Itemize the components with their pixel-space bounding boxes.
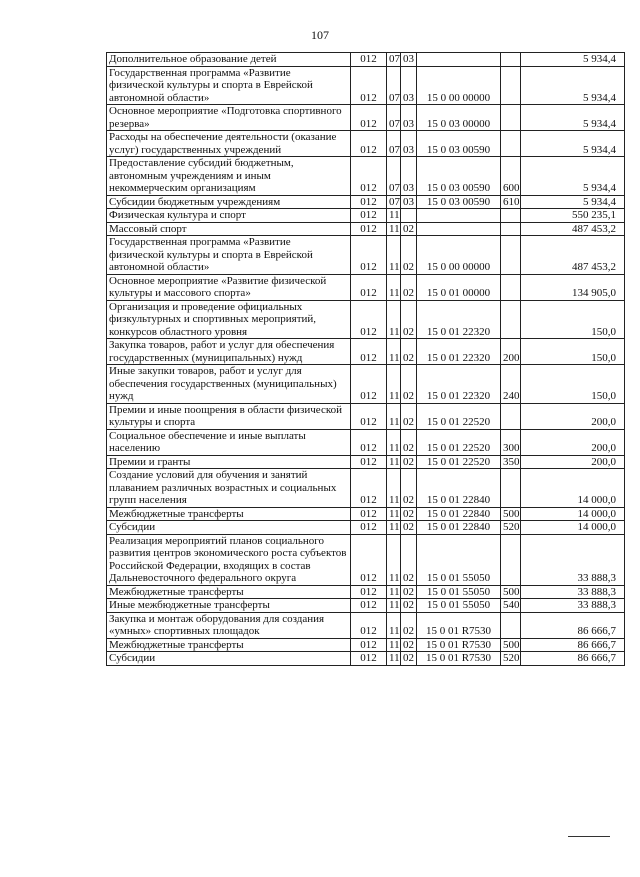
- row-ved-code: 012: [351, 652, 387, 666]
- row-expense-type: [501, 274, 521, 300]
- table-row: [107, 612, 625, 638]
- row-amount: 200,0: [521, 455, 625, 469]
- row-name: Предоставление субсидий бюджетным, автономным учреждениям и иным некоммерческим организациям: [107, 157, 351, 196]
- row-ved-code: 012: [351, 195, 387, 209]
- row-target-article: 15 0 03 00590: [417, 157, 501, 196]
- row-expense-type: [501, 612, 521, 638]
- row-name: Расходы на обеспечение деятельности (оказание услуг) государственных учреждений: [107, 131, 351, 157]
- row-subsection-code: 02: [401, 222, 417, 236]
- row-ved-code: 012: [351, 66, 387, 105]
- row-expense-type: [501, 403, 521, 429]
- row-amount: 200,0: [521, 403, 625, 429]
- row-name: Закупка и монтаж оборудования для создания «умных» спортивных площадок: [107, 612, 351, 638]
- row-name: Основное мероприятие «Подготовка спортивного резерва»: [107, 105, 351, 131]
- table-row: [107, 209, 625, 223]
- row-section-code: 11: [387, 599, 401, 613]
- row-name: Создание условий для обучения и занятий плаванием различных возрастных и социальных групп населения: [107, 469, 351, 508]
- row-expense-type: [501, 236, 521, 275]
- table-row: [107, 534, 625, 585]
- footer-rule: [568, 836, 610, 837]
- row-target-article: 15 0 01 22840: [417, 521, 501, 535]
- row-subsection-code: 02: [401, 534, 417, 585]
- table-row: [107, 585, 625, 599]
- row-name: Государственная программа «Развитие физической культуры и спорта в Еврейской автономной области»: [107, 236, 351, 275]
- table-row: [107, 521, 625, 535]
- row-target-article: 15 0 00 00000: [417, 236, 501, 275]
- row-ved-code: 012: [351, 455, 387, 469]
- table-row: [107, 455, 625, 469]
- row-expense-type: [501, 209, 521, 223]
- table-row: [107, 131, 625, 157]
- row-amount: 33 888,3: [521, 585, 625, 599]
- row-amount: 150,0: [521, 365, 625, 404]
- table-row: [107, 66, 625, 105]
- row-amount: 86 666,7: [521, 652, 625, 666]
- row-target-article: [417, 222, 501, 236]
- row-subsection-code: 03: [401, 131, 417, 157]
- row-expense-type: [501, 66, 521, 105]
- row-amount: 200,0: [521, 429, 625, 455]
- row-ved-code: 012: [351, 585, 387, 599]
- row-section-code: 11: [387, 585, 401, 599]
- table-row: [107, 599, 625, 613]
- table-row: [107, 105, 625, 131]
- row-subsection-code: 02: [401, 236, 417, 275]
- row-section-code: 11: [387, 521, 401, 535]
- row-target-article: 15 0 03 00590: [417, 195, 501, 209]
- row-expense-type: 200: [501, 339, 521, 365]
- row-section-code: 11: [387, 339, 401, 365]
- row-expense-type: 610: [501, 195, 521, 209]
- row-name: Субсидии бюджетным учреждениям: [107, 195, 351, 209]
- row-amount: 150,0: [521, 339, 625, 365]
- row-section-code: 11: [387, 429, 401, 455]
- row-section-code: 11: [387, 652, 401, 666]
- row-amount: 5 934,4: [521, 105, 625, 131]
- row-expense-type: [501, 53, 521, 67]
- table-row: [107, 339, 625, 365]
- row-ved-code: 012: [351, 469, 387, 508]
- row-subsection-code: 02: [401, 507, 417, 521]
- row-expense-type: [501, 300, 521, 339]
- row-subsection-code: 02: [401, 585, 417, 599]
- row-target-article: 15 0 03 00000: [417, 105, 501, 131]
- row-section-code: 07: [387, 66, 401, 105]
- row-ved-code: 012: [351, 612, 387, 638]
- row-name: Социальное обеспечение и иные выплаты населению: [107, 429, 351, 455]
- row-ved-code: 012: [351, 429, 387, 455]
- row-target-article: 15 0 01 R7530: [417, 652, 501, 666]
- row-target-article: 15 0 01 R7530: [417, 638, 501, 652]
- row-expense-type: 520: [501, 652, 521, 666]
- row-subsection-code: 02: [401, 403, 417, 429]
- row-subsection-code: 03: [401, 195, 417, 209]
- row-name: Организация и проведение официальных физкультурных и спортивных мероприятий, конкурсов областного уровня: [107, 300, 351, 339]
- row-amount: 487 453,2: [521, 236, 625, 275]
- row-target-article: 15 0 00 00000: [417, 66, 501, 105]
- row-ved-code: 012: [351, 53, 387, 67]
- row-target-article: 15 0 01 55050: [417, 534, 501, 585]
- row-ved-code: 012: [351, 339, 387, 365]
- table-row: [107, 638, 625, 652]
- row-name: Массовый спорт: [107, 222, 351, 236]
- row-ved-code: 012: [351, 507, 387, 521]
- row-section-code: 11: [387, 507, 401, 521]
- row-section-code: 11: [387, 365, 401, 404]
- row-name: Физическая культура и спорт: [107, 209, 351, 223]
- row-section-code: 11: [387, 612, 401, 638]
- row-target-article: 15 0 01 22320: [417, 365, 501, 404]
- row-amount: 14 000,0: [521, 507, 625, 521]
- row-name: Основное мероприятие «Развитие физической культуры и массового спорта»: [107, 274, 351, 300]
- table-row: [107, 469, 625, 508]
- row-subsection-code: 02: [401, 339, 417, 365]
- table-row: [107, 222, 625, 236]
- row-target-article: 15 0 01 55050: [417, 585, 501, 599]
- row-name: Дополнительное образование детей: [107, 53, 351, 67]
- row-name: Премии и гранты: [107, 455, 351, 469]
- row-ved-code: 012: [351, 105, 387, 131]
- row-expense-type: 600: [501, 157, 521, 196]
- row-amount: 33 888,3: [521, 599, 625, 613]
- row-target-article: 15 0 01 22520: [417, 455, 501, 469]
- row-target-article: [417, 209, 501, 223]
- row-amount: 86 666,7: [521, 612, 625, 638]
- row-expense-type: 500: [501, 638, 521, 652]
- row-target-article: 15 0 01 00000: [417, 274, 501, 300]
- row-section-code: 07: [387, 131, 401, 157]
- row-target-article: 15 0 01 R7530: [417, 612, 501, 638]
- row-expense-type: 500: [501, 585, 521, 599]
- row-amount: 5 934,4: [521, 131, 625, 157]
- row-target-article: 15 0 01 22320: [417, 300, 501, 339]
- row-name: Субсидии: [107, 521, 351, 535]
- row-name: Премии и иные поощрения в области физической культуры и спорта: [107, 403, 351, 429]
- row-amount: 33 888,3: [521, 534, 625, 585]
- row-subsection-code: 02: [401, 638, 417, 652]
- table-row: [107, 652, 625, 666]
- row-target-article: 15 0 01 22840: [417, 507, 501, 521]
- row-expense-type: 540: [501, 599, 521, 613]
- row-ved-code: 012: [351, 222, 387, 236]
- row-target-article: 15 0 03 00590: [417, 131, 501, 157]
- row-amount: 5 934,4: [521, 157, 625, 196]
- row-subsection-code: 02: [401, 612, 417, 638]
- row-amount: 5 934,4: [521, 66, 625, 105]
- row-amount: 550 235,1: [521, 209, 625, 223]
- row-name: Государственная программа «Развитие физической культуры и спорта в Еврейской автономной области»: [107, 66, 351, 105]
- row-target-article: 15 0 01 22520: [417, 403, 501, 429]
- row-amount: 14 000,0: [521, 521, 625, 535]
- table-row: [107, 157, 625, 196]
- table-row: [107, 429, 625, 455]
- row-expense-type: [501, 105, 521, 131]
- row-ved-code: 012: [351, 236, 387, 275]
- row-expense-type: [501, 222, 521, 236]
- row-subsection-code: 02: [401, 365, 417, 404]
- budget-table-body: [107, 53, 625, 666]
- row-section-code: 07: [387, 105, 401, 131]
- row-expense-type: 300: [501, 429, 521, 455]
- row-name: Субсидии: [107, 652, 351, 666]
- page-number: 107: [311, 28, 329, 42]
- row-name: Иные межбюджетные трансферты: [107, 599, 351, 613]
- table-row: [107, 507, 625, 521]
- row-expense-type: [501, 131, 521, 157]
- row-section-code: 07: [387, 157, 401, 196]
- row-section-code: 11: [387, 534, 401, 585]
- budget-table: [106, 52, 625, 666]
- row-section-code: 11: [387, 469, 401, 508]
- row-section-code: 07: [387, 195, 401, 209]
- row-subsection-code: 02: [401, 455, 417, 469]
- row-expense-type: [501, 469, 521, 508]
- table-row: [107, 300, 625, 339]
- row-amount: 150,0: [521, 300, 625, 339]
- row-ved-code: 012: [351, 521, 387, 535]
- row-expense-type: 520: [501, 521, 521, 535]
- row-section-code: 11: [387, 638, 401, 652]
- row-section-code: 11: [387, 209, 401, 223]
- row-amount: 5 934,4: [521, 195, 625, 209]
- row-section-code: 07: [387, 53, 401, 67]
- row-subsection-code: 02: [401, 274, 417, 300]
- table-row: [107, 236, 625, 275]
- row-amount: 14 000,0: [521, 469, 625, 508]
- row-section-code: 11: [387, 455, 401, 469]
- row-ved-code: 012: [351, 365, 387, 404]
- row-ved-code: 012: [351, 638, 387, 652]
- row-section-code: 11: [387, 403, 401, 429]
- row-name: Иные закупки товаров, работ и услуг для обеспечения государственных (муниципальных) нужд: [107, 365, 351, 404]
- row-subsection-code: 02: [401, 429, 417, 455]
- row-ved-code: 012: [351, 403, 387, 429]
- row-target-article: 15 0 01 22320: [417, 339, 501, 365]
- row-name: Межбюджетные трансферты: [107, 585, 351, 599]
- row-ved-code: 012: [351, 534, 387, 585]
- table-row: [107, 274, 625, 300]
- table-row: [107, 195, 625, 209]
- row-name: Межбюджетные трансферты: [107, 507, 351, 521]
- row-subsection-code: 02: [401, 599, 417, 613]
- row-amount: 487 453,2: [521, 222, 625, 236]
- row-subsection-code: 03: [401, 66, 417, 105]
- row-ved-code: 012: [351, 209, 387, 223]
- table-row: [107, 403, 625, 429]
- row-subsection-code: 03: [401, 157, 417, 196]
- row-expense-type: 350: [501, 455, 521, 469]
- row-ved-code: 012: [351, 274, 387, 300]
- row-subsection-code: 03: [401, 105, 417, 131]
- row-subsection-code: [401, 209, 417, 223]
- row-subsection-code: 02: [401, 521, 417, 535]
- row-subsection-code: 02: [401, 652, 417, 666]
- row-expense-type: [501, 534, 521, 585]
- row-ved-code: 012: [351, 131, 387, 157]
- table-row: [107, 365, 625, 404]
- row-section-code: 11: [387, 274, 401, 300]
- row-ved-code: 012: [351, 157, 387, 196]
- row-name: Межбюджетные трансферты: [107, 638, 351, 652]
- row-expense-type: 240: [501, 365, 521, 404]
- row-ved-code: 012: [351, 599, 387, 613]
- row-section-code: 11: [387, 236, 401, 275]
- row-subsection-code: 02: [401, 300, 417, 339]
- row-target-article: 15 0 01 22520: [417, 429, 501, 455]
- row-subsection-code: 03: [401, 53, 417, 67]
- row-name: Реализация мероприятий планов социального развития центров экономического роста субъектов Российской Федерации, входящих в состав Дальневосточного федерального округа: [107, 534, 351, 585]
- row-amount: 134 905,0: [521, 274, 625, 300]
- row-subsection-code: 02: [401, 469, 417, 508]
- row-target-article: [417, 53, 501, 67]
- row-name: Закупка товаров, работ и услуг для обеспечения государственных (муниципальных) нужд: [107, 339, 351, 365]
- row-target-article: 15 0 01 22840: [417, 469, 501, 508]
- table-row: [107, 53, 625, 67]
- row-ved-code: 012: [351, 300, 387, 339]
- row-amount: 5 934,4: [521, 53, 625, 67]
- row-target-article: 15 0 01 55050: [417, 599, 501, 613]
- row-section-code: 11: [387, 300, 401, 339]
- row-expense-type: 500: [501, 507, 521, 521]
- row-section-code: 11: [387, 222, 401, 236]
- row-amount: 86 666,7: [521, 638, 625, 652]
